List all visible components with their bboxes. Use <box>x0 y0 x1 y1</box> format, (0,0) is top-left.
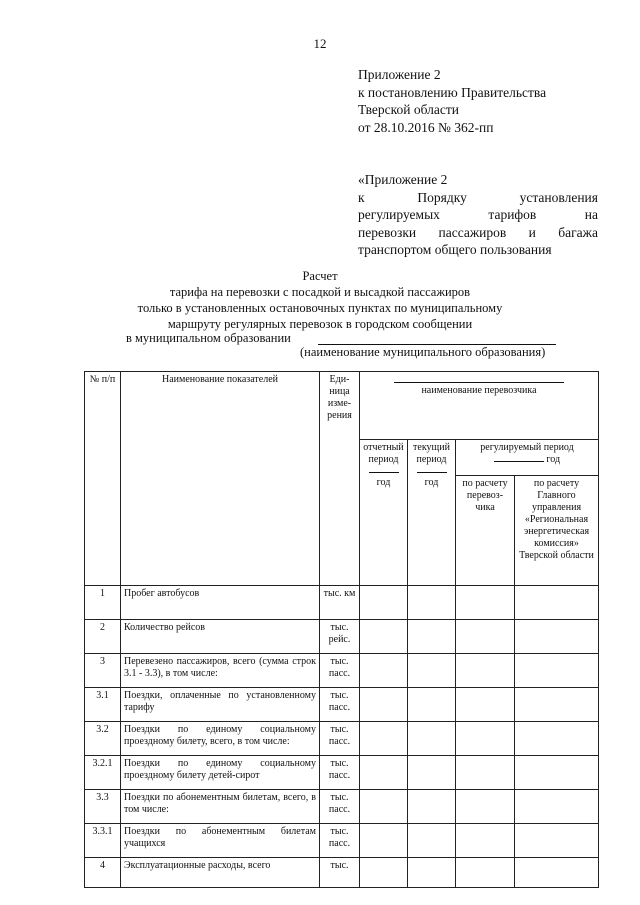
cell-current <box>408 756 456 790</box>
row-name: Перевезено пассажиров, всего (сумма строк 3.1 - 3.3), в том числе: <box>121 654 320 688</box>
cell-current <box>408 858 456 888</box>
current-year-label: год <box>424 477 439 488</box>
appendix-line: перевозки пассажиров и багажа <box>358 224 598 240</box>
table-row <box>85 790 599 824</box>
row-name: Пробег автобусов <box>121 586 320 620</box>
carrier-blank-line <box>394 382 564 383</box>
cell-carrier <box>456 620 515 654</box>
reporting-year-label: год <box>376 477 391 488</box>
cell-reporting <box>360 858 408 888</box>
row-unit: тыс. пасс. <box>320 722 360 756</box>
appendix-procedure-reference <box>358 171 598 259</box>
row-num: 3 <box>85 654 121 688</box>
table-row <box>85 620 599 654</box>
row-unit: тыс. пасс. <box>320 688 360 722</box>
table-row <box>85 824 599 858</box>
cell-current <box>408 688 456 722</box>
tariff-calculation-table <box>84 371 599 888</box>
row-name: Поездки по абонементным билетам учащихся <box>121 824 320 858</box>
header-current-period <box>408 440 456 586</box>
cell-carrier <box>456 790 515 824</box>
reporting-year-blank <box>369 472 399 473</box>
cell-current <box>408 824 456 858</box>
header-by-authority: по расчету Главного управления «Региональная энергетическая комиссия» Тверской области <box>515 476 599 586</box>
cell-current <box>408 790 456 824</box>
appendix-reference <box>358 66 603 136</box>
row-num: 3.1 <box>85 688 121 722</box>
row-num: 3.3 <box>85 790 121 824</box>
row-num: 3.3.1 <box>85 824 121 858</box>
table-row <box>85 654 599 688</box>
row-name: Эксплуатационные расходы, всего <box>121 858 320 888</box>
row-unit: тыс. км <box>320 586 360 620</box>
cell-current <box>408 654 456 688</box>
cell-reporting <box>360 688 408 722</box>
document-title: Расчет <box>302 269 338 283</box>
header-regulated-period <box>456 440 599 476</box>
document-subtitle: только в установленных остановочных пунктах по муниципальному <box>137 301 503 315</box>
cell-reporting <box>360 654 408 688</box>
cell-authority <box>515 654 599 688</box>
row-unit: тыс. пасс. <box>320 790 360 824</box>
table-row <box>85 858 599 888</box>
cell-reporting <box>360 790 408 824</box>
regulated-year: год <box>459 454 595 466</box>
appendix-line: «Приложение 2 <box>358 172 448 187</box>
cell-current <box>408 722 456 756</box>
row-unit: тыс. пасс. <box>320 654 360 688</box>
current-period-label: текущий период <box>413 442 450 465</box>
row-name: Поездки по абонементным билетам, всего, в том числе: <box>121 790 320 824</box>
row-name: Количество рейсов <box>121 620 320 654</box>
cell-reporting <box>360 586 408 620</box>
cell-authority <box>515 858 599 888</box>
cell-authority <box>515 620 599 654</box>
appendix-line: к Порядку установления <box>358 189 598 205</box>
table-row <box>85 756 599 790</box>
cell-carrier <box>456 824 515 858</box>
cell-carrier <box>456 756 515 790</box>
appendix-line: транспортом общего пользования <box>358 242 552 257</box>
header-carrier-label: наименование перевозчика <box>421 385 537 396</box>
appendix-line: к постановлению Правительства <box>358 84 547 100</box>
cell-current <box>408 620 456 654</box>
cell-authority <box>515 790 599 824</box>
cell-reporting <box>360 722 408 756</box>
page-number: 12 <box>313 36 327 51</box>
current-year-blank <box>417 472 447 473</box>
appendix-line: Приложение 2 <box>358 67 441 82</box>
row-num: 3.2.1 <box>85 756 121 790</box>
reporting-period-label: отчетный период <box>363 442 404 465</box>
table-row <box>85 688 599 722</box>
row-num: 3.2 <box>85 722 121 756</box>
regulated-period-label: регулируемый период <box>480 442 574 453</box>
row-name: Поездки по единому социальному проездному билету, всего, в том числе: <box>121 722 320 756</box>
row-unit: тыс. пасс. <box>320 756 360 790</box>
cell-reporting <box>360 756 408 790</box>
cell-carrier <box>456 586 515 620</box>
header-unit: Еди-ница изме-рения <box>320 372 360 586</box>
appendix-line: регулируемых тарифов на <box>358 207 598 222</box>
cell-authority <box>515 756 599 790</box>
cell-carrier <box>456 654 515 688</box>
header-reporting-period <box>360 440 408 586</box>
document-subtitle: тарифа на перевозки с посадкой и высадкой пассажиров <box>169 285 471 299</box>
header-by-carrier: по расчету перевоз-чика <box>456 476 515 586</box>
cell-reporting <box>360 824 408 858</box>
cell-authority <box>515 688 599 722</box>
cell-carrier <box>456 858 515 888</box>
cell-authority <box>515 824 599 858</box>
cell-authority <box>515 586 599 620</box>
cell-current <box>408 586 456 620</box>
row-unit: тыс. <box>320 858 360 888</box>
municipality-caption: (наименование муниципального образования) <box>300 345 546 359</box>
cell-reporting <box>360 620 408 654</box>
row-name: Поездки, оплаченные по установленному тарифу <box>121 688 320 722</box>
table-row <box>85 722 599 756</box>
row-num: 2 <box>85 620 121 654</box>
appendix-line: Тверской области <box>358 102 459 117</box>
header-name: Наименование показателей <box>121 372 320 586</box>
header-num: № п/п <box>85 372 121 586</box>
cell-authority <box>515 722 599 756</box>
table-row <box>85 586 599 620</box>
appendix-line: от 28.10.2016 № 362-пп <box>358 119 494 135</box>
row-num: 1 <box>85 586 121 620</box>
row-name: Поездки по единому социальному проездному билету детей-сирот <box>121 756 320 790</box>
document-subtitle: маршруту регулярных перевозок в городском сообщении <box>167 317 473 331</box>
municipality-label: в муниципальном образовании <box>126 331 291 345</box>
cell-carrier <box>456 722 515 756</box>
row-unit: тыс. пасс. <box>320 824 360 858</box>
row-num: 4 <box>85 858 121 888</box>
cell-carrier <box>456 688 515 722</box>
row-unit: тыс. рейс. <box>320 620 360 654</box>
header-carrier <box>360 372 599 440</box>
